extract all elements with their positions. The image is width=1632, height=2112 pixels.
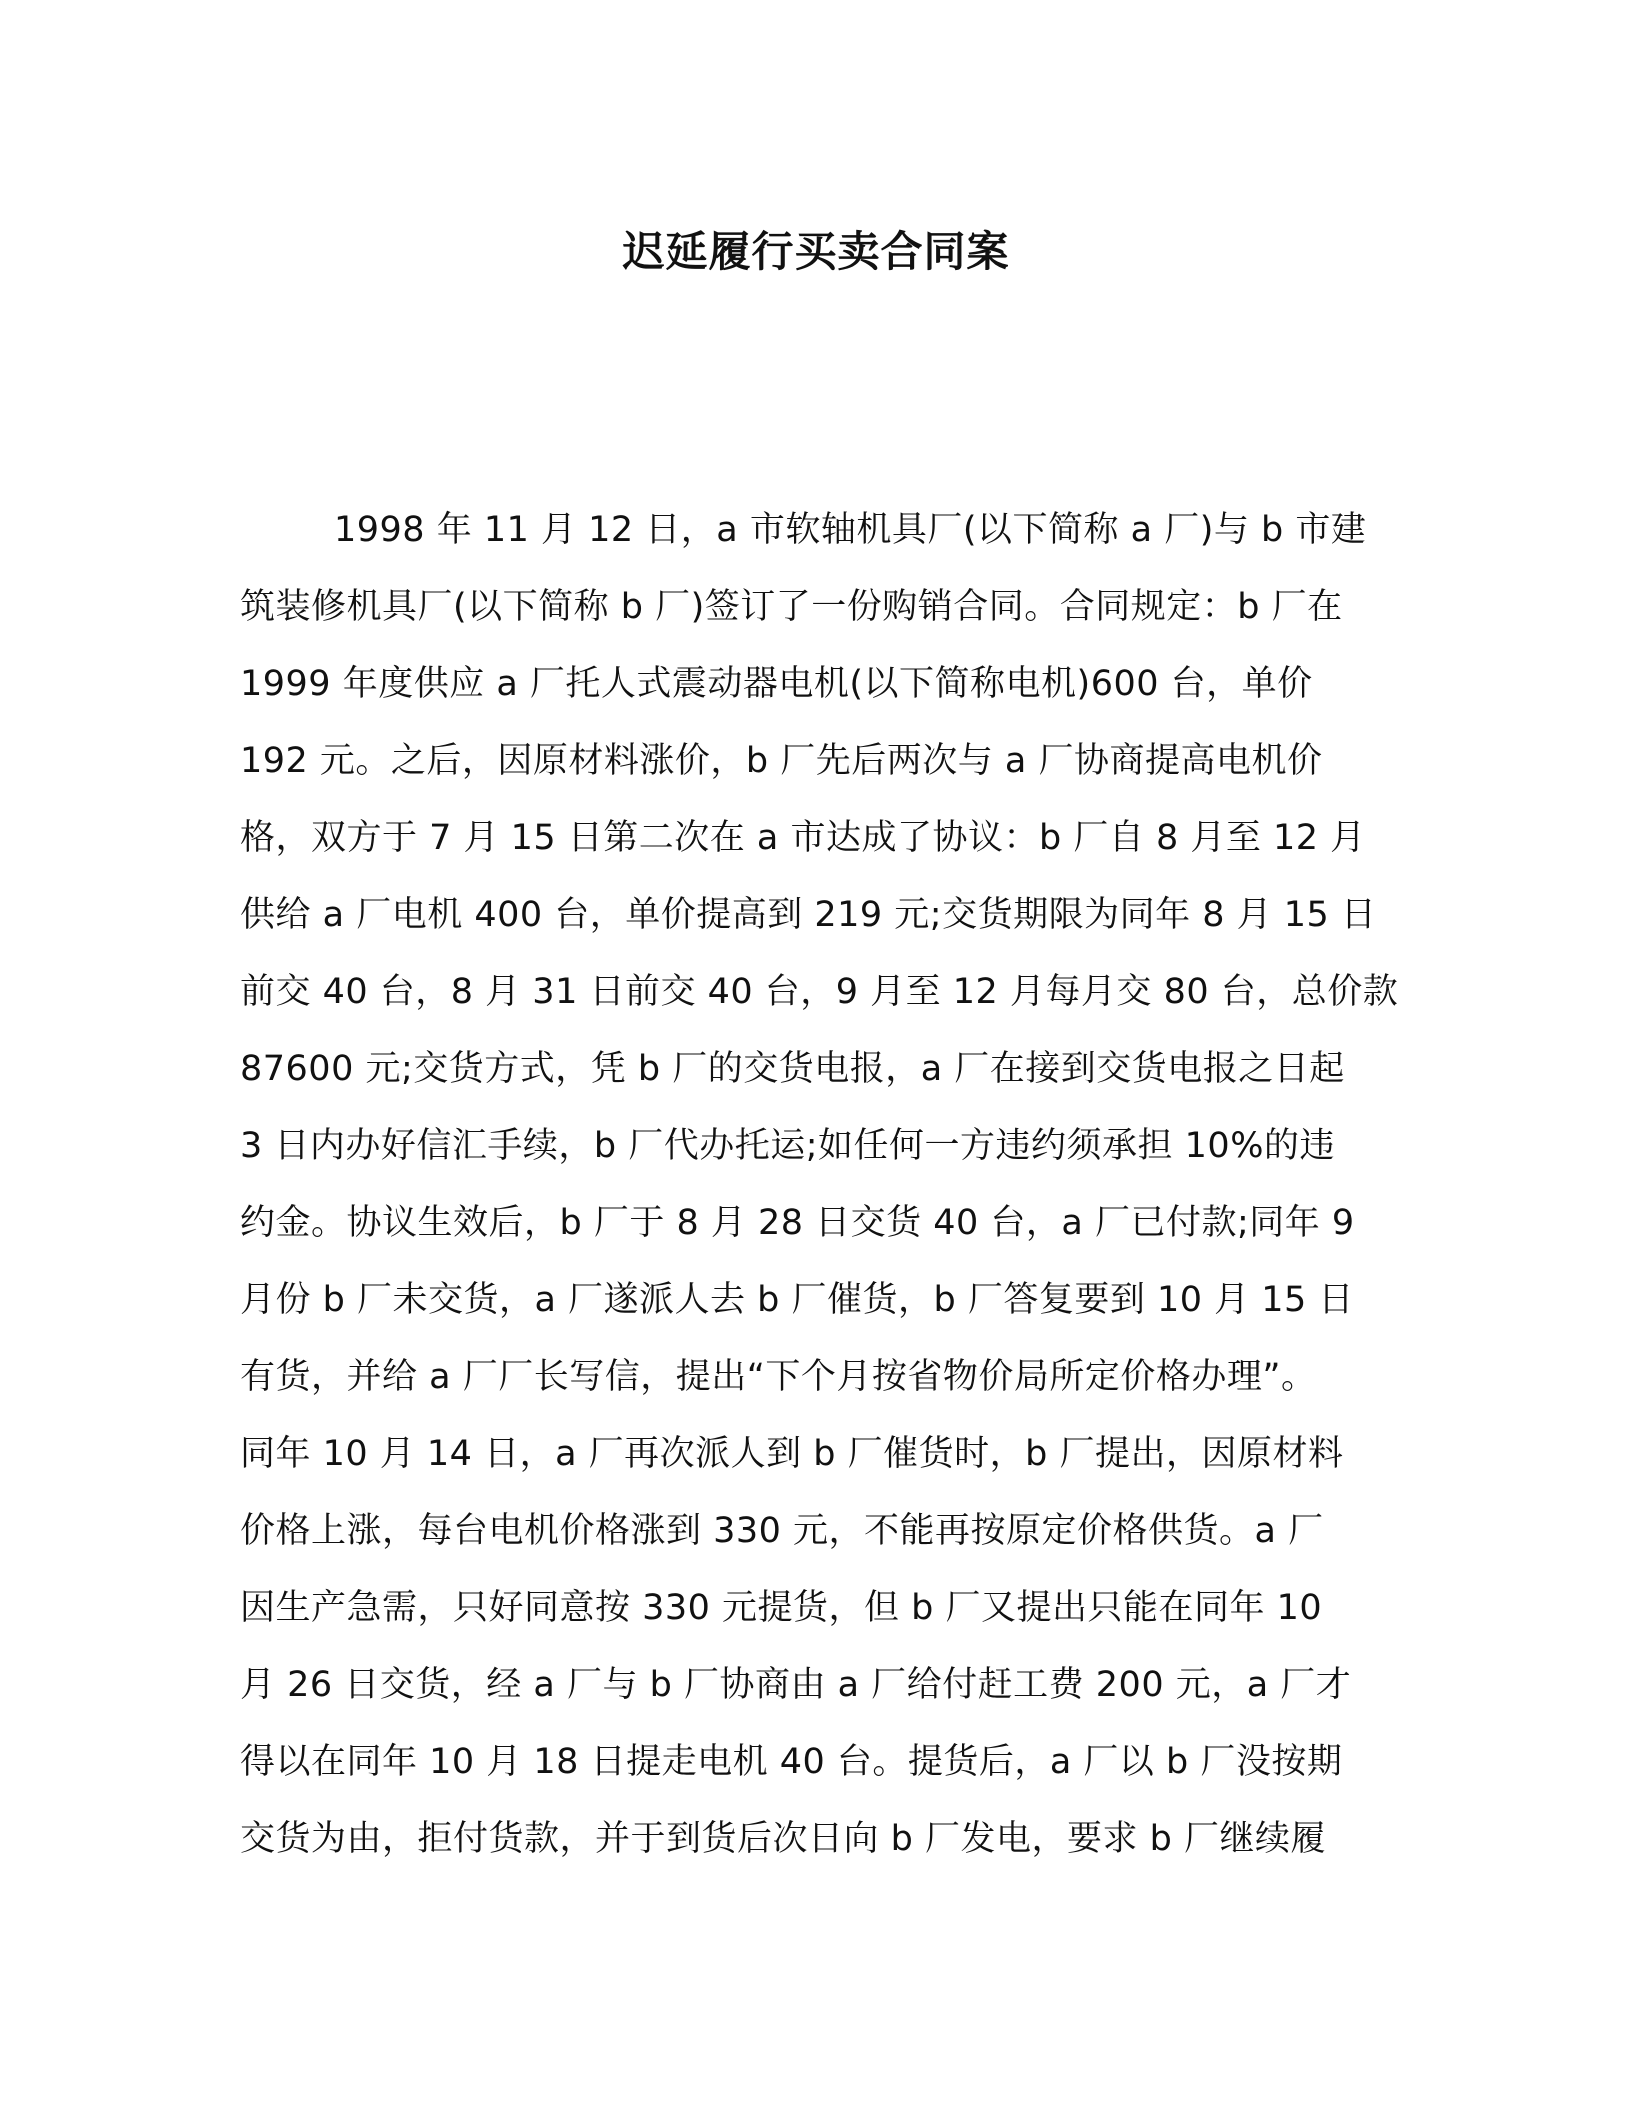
paragraph-line: 筑装修机具厂(以下简称 b 厂)签订了一份购销合同。合同规定：b 厂在 [240, 587, 1343, 627]
paragraph-line: 交货为由，拒付货款，并于到货后次日向 b 厂发电，要求 b 厂继续履 [240, 1819, 1326, 1859]
paragraph-line: 有货，并给 a 厂厂长写信，提出“下个月按省物价局所定价格办理”。 [240, 1357, 1317, 1397]
paragraph-line: 月份 b 厂未交货，a 厂遂派人去 b 厂催货，b 厂答复要到 10 月 15 日 [240, 1280, 1354, 1320]
paragraph-line: 因生产急需，只好同意按 330 元提货，但 b 厂又提出只能在同年 10 [240, 1588, 1323, 1628]
paragraph-line: 供给 a 厂电机 400 台，单价提高到 219 元;交货期限为同年 8 月 15 日 [240, 895, 1377, 935]
paragraph-line: 约金。协议生效后，b 厂于 8 月 28 日交货 40 台，a 厂已付款;同年 9 [240, 1203, 1355, 1243]
paragraph-line: 格，双方于 7 月 15 日第二次在 a 市达成了协议：b 厂自 8 月至 12 月 [240, 818, 1366, 858]
document-body [240, 492, 1400, 1878]
paragraph-line: 前交 40 台，8 月 31 日前交 40 台，9 月至 12 月每月交 80 台，总价款 [240, 972, 1399, 1012]
paragraph-line: 1998 年 11 月 12 日，a 市软轴机具厂(以下简称 a 厂)与 b 市建 [334, 510, 1367, 550]
paragraph-line: 月 26 日交货，经 a 厂与 b 厂协商由 a 厂给付赶工费 200 元，a 厂才 [240, 1665, 1352, 1705]
paragraph-line: 192 元。之后，因原材料涨价，b 厂先后两次与 a 厂协商提高电机价 [240, 741, 1323, 781]
paragraph-line: 得以在同年 10 月 18 日提走电机 40 台。提货后，a 厂以 b 厂没按期 [240, 1742, 1343, 1782]
paragraph-line: 87600 元;交货方式，凭 b 厂的交货电报，a 厂在接到交货电报之日起 [240, 1049, 1345, 1089]
paragraph-line: 同年 10 月 14 日，a 厂再次派人到 b 厂催货时，b 厂提出，因原材料 [240, 1434, 1344, 1474]
paragraph-line: 价格上涨，每台电机价格涨到 330 元，不能再按原定价格供货。a 厂 [240, 1511, 1324, 1551]
paragraph-line: 1999 年度供应 a 厂托人式震动器电机(以下简称电机)600 台，单价 [240, 664, 1313, 704]
paragraph-line: 3 日内办好信汇手续，b 厂代办托运;如任何一方违约须承担 10%的违 [240, 1126, 1335, 1166]
document-title: 迟延履行买卖合同案 [622, 227, 1010, 276]
